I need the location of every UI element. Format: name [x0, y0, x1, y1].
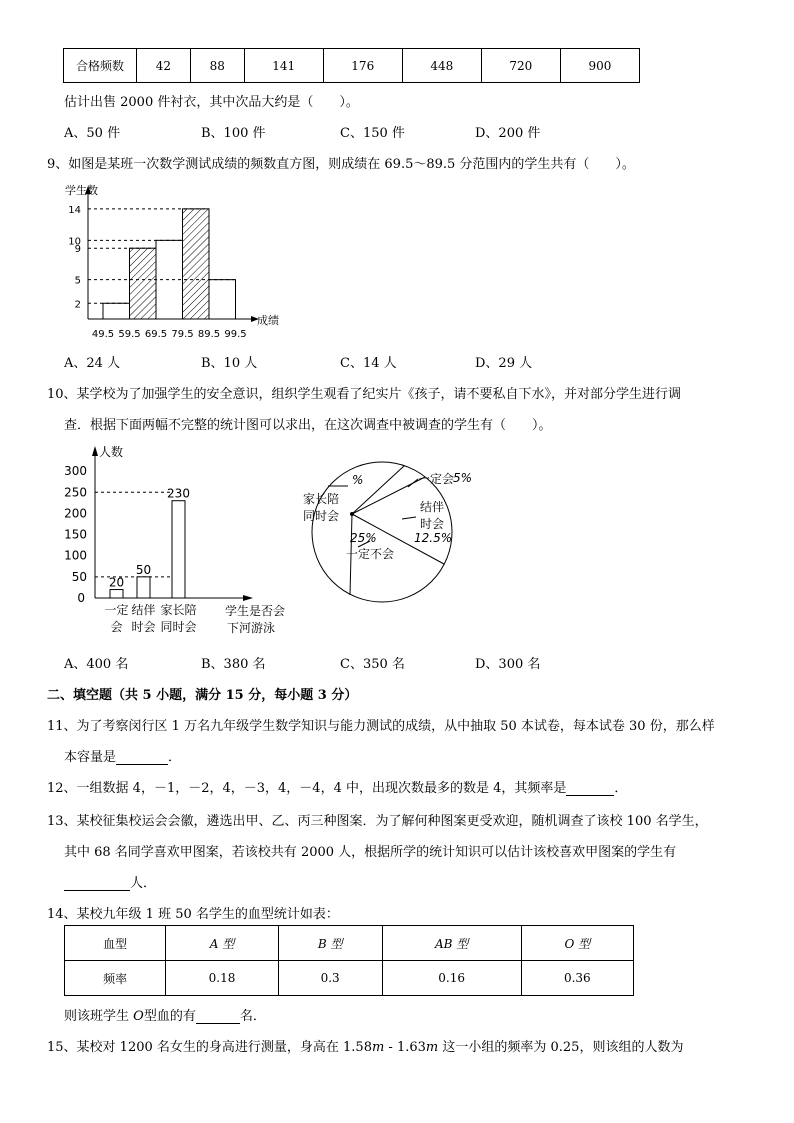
q12-line [47, 777, 627, 796]
bar-y-tick: 250 [64, 485, 87, 500]
bar-xlabel-1: 学生是否会 [225, 604, 286, 618]
q11-line2 [64, 746, 181, 765]
bar-value-label: 50 [135, 562, 152, 577]
hist-y-tick: 2 [74, 299, 81, 311]
hist-bar [103, 303, 130, 319]
top-table-cell: 88 [190, 49, 244, 83]
bar-y-tick: 100 [64, 548, 87, 563]
q10-option-c[interactable]: C、350 名 [340, 657, 405, 672]
pie-center-dot [350, 512, 354, 516]
pie-label-parent-1: 家长陪 [303, 492, 340, 506]
pie-pct-sign: % [352, 473, 364, 487]
q8-option-c[interactable]: C、150 件 [340, 126, 405, 141]
top-table-cell: 141 [244, 49, 323, 83]
bar-y-tick: 300 [64, 464, 87, 479]
top-table-row-label: 合格频数 [64, 49, 137, 83]
q14-after-italic: O [133, 1009, 144, 1024]
bar-category-label-2: 会 [110, 620, 123, 634]
q9-histogram [55, 178, 295, 348]
hist-ylabel: 学生数 [65, 184, 98, 197]
bar-y-tick: 0 [77, 591, 85, 605]
top-table-cell: 448 [402, 49, 481, 83]
q9-option-b[interactable]: B、10 人 [201, 356, 258, 371]
q10-option-d[interactable]: D、300 名 [475, 657, 541, 672]
q14-header: A 型 [166, 926, 278, 961]
hist-x-tick: 89.5 [197, 329, 221, 340]
pie-arrow-yidinghui [408, 479, 418, 487]
bar-value-label: 230 [167, 486, 190, 501]
q14-answer-blank[interactable] [196, 1009, 240, 1024]
bar-category-label-1: 家长陪 [160, 603, 197, 617]
q13-line3-post: 人． [130, 876, 157, 891]
top-table-cell: 720 [481, 49, 560, 83]
hist-bar [209, 280, 236, 319]
q12-post: ． [614, 781, 628, 796]
bar-value-label: 20 [108, 575, 125, 590]
q11-answer-blank[interactable] [116, 750, 168, 765]
q12-pre: 12、一组数据 4，－1，－2，4，－3，4，－4，4 中，出现次数最多的数是 4，其频率是 [47, 781, 567, 796]
pie-label-yidinghui: 一定会 [418, 472, 455, 486]
bar-category-label-2: 时会 [131, 620, 156, 634]
q15-post: 这一小组的频率为 0.25，则该组的人数为 [438, 1040, 684, 1055]
q10-bar-chart [55, 440, 305, 640]
q11-line2-post: ． [168, 750, 182, 765]
q12-answer-blank[interactable] [566, 781, 614, 796]
q14-cell: 0.18 [166, 961, 278, 996]
q14-header: 血型 [65, 926, 166, 961]
q9-option-d[interactable]: D、29 人 [475, 356, 533, 371]
q14-blood-table [64, 925, 634, 996]
pie-label-jieban-2: 时会 [420, 517, 445, 531]
pie-label-125: 12.5% [414, 531, 453, 545]
q15-m2: m [425, 1040, 439, 1055]
hist-y-tick: 9 [74, 244, 81, 256]
q14-after-mid: 型血的有 [143, 1009, 196, 1024]
q8-option-d[interactable]: D、200 件 [475, 126, 541, 141]
bar-y-tick: 50 [71, 569, 87, 584]
bar-rect [110, 590, 123, 598]
pie-label-5: 5% [453, 471, 473, 485]
pie-label-buhui: 一定不会 [346, 547, 395, 561]
hist-x-tick: 49.5 [91, 329, 115, 340]
q10-pie-chart [290, 455, 473, 605]
bar-category-label-1: 一定 [104, 603, 129, 617]
pie-label-jieban-1: 结伴 [420, 500, 445, 514]
bar-rect [172, 501, 185, 598]
q14-cell: 0.3 [278, 961, 382, 996]
q13-line2: 其中 68 名同学喜欢甲图案，若该校共有 2000 人，根据所学的统计知识可以估计该校喜欢甲图案的学生有 [64, 845, 677, 860]
q14-after-post: 名． [239, 1009, 266, 1024]
bar-x-arrow [243, 595, 253, 601]
hist-x-tick: 59.5 [118, 329, 141, 340]
q15-pre: 15、某校对 1200 名女生的身高进行测量，身高在 1.58 [47, 1040, 372, 1055]
hist-y-tick: 14 [68, 204, 81, 216]
hist-x-tick: 79.5 [171, 329, 194, 340]
bar-y-tick: 150 [64, 527, 87, 542]
q9-option-c[interactable]: C、14 人 [340, 356, 397, 371]
q13-answer-blank[interactable] [64, 876, 130, 891]
q14-header: O 型 [521, 926, 633, 961]
q9-option-a[interactable]: A、24 人 [64, 356, 121, 371]
q14-stem: 14、某校九年级 1 班 50 名学生的血型统计如表： [47, 907, 339, 922]
q14-after [64, 1005, 266, 1024]
pie-arrow-jieban [402, 517, 416, 519]
q10-option-a[interactable]: A、400 名 [64, 657, 129, 672]
q15-line [47, 1036, 683, 1055]
section-2-title: 二、填空题（共 5 小题，满分 15 分，每小题 3 分） [47, 688, 358, 703]
q9-stem: 9、如图是某班一次数学测试成绩的频数直方图，则成绩在 69.5～89.5 分范围内的学生共有（ ）。 [47, 157, 635, 172]
top-table-cell: 176 [323, 49, 402, 83]
bar-xlabel-2: 下河游泳 [227, 621, 276, 635]
q10-option-b[interactable]: B、380 名 [201, 657, 266, 672]
q8-option-b[interactable]: B、100 件 [201, 126, 266, 141]
bar-y-arrow [92, 446, 98, 456]
q13-line3 [64, 872, 156, 891]
hist-x-tick: 69.5 [144, 329, 168, 340]
top-table-cell: 900 [560, 49, 639, 83]
bar-rect [137, 577, 150, 598]
q15-mid: - 1.63 [384, 1040, 426, 1055]
top-table [63, 48, 640, 83]
hist-xlabel: 成绩 [257, 314, 279, 327]
bar-y-tick: 200 [64, 506, 87, 521]
q14-header: AB 型 [382, 926, 521, 961]
q13-line1: 13、某校征集校运会会徽，遴选出甲、乙、丙三种图案．为了解何种图案更受欢迎，随机调查了该校 100 名学生， [47, 814, 708, 829]
pie-label-25: 25% [350, 531, 377, 545]
top-table-cell: 42 [137, 49, 191, 83]
hist-y-tick: 10 [68, 236, 81, 248]
q14-after-pre: 则该班学生 [64, 1009, 130, 1024]
q11-line2-pre: 本容量是 [64, 750, 117, 765]
hist-bar [130, 248, 157, 319]
q10-stem-line1: 10、某学校为了加强学生的安全意识，组织学生观看了纪实片《孩子，请不要私自下水》，并对部分学生进行调 [47, 387, 682, 402]
q8-option-a[interactable]: A、50 件 [64, 126, 121, 141]
q14-cell: 0.36 [521, 961, 633, 996]
q11-line1: 11、为了考察闵行区 1 万名九年级学生数学知识与能力测试的成绩，从中抽取 50 本试卷，每本试卷 30 份，那么样 [47, 719, 715, 734]
q8-stem: 估计出售 2000 件衬衣，其中次品大约是（ ）。 [64, 95, 359, 110]
bar-category-label-2: 同时会 [160, 620, 197, 634]
q10-stem-line2: 查．根据下面两幅不完整的统计图可以求出，在这次调查中被调查的学生有（ ）。 [64, 418, 552, 433]
hist-bar [183, 209, 210, 319]
pie-label-parent-2: 同时会 [303, 509, 340, 523]
hist-x-tick: 99.5 [224, 329, 247, 340]
q14-row-label: 频率 [65, 961, 166, 996]
q14-header: B 型 [278, 926, 382, 961]
hist-y-tick: 5 [74, 275, 81, 287]
bar-category-label-1: 结伴 [131, 603, 156, 617]
q15-m1: m [371, 1040, 385, 1055]
bar-ylabel: 人数 [99, 445, 124, 459]
q14-cell: 0.16 [382, 961, 521, 996]
